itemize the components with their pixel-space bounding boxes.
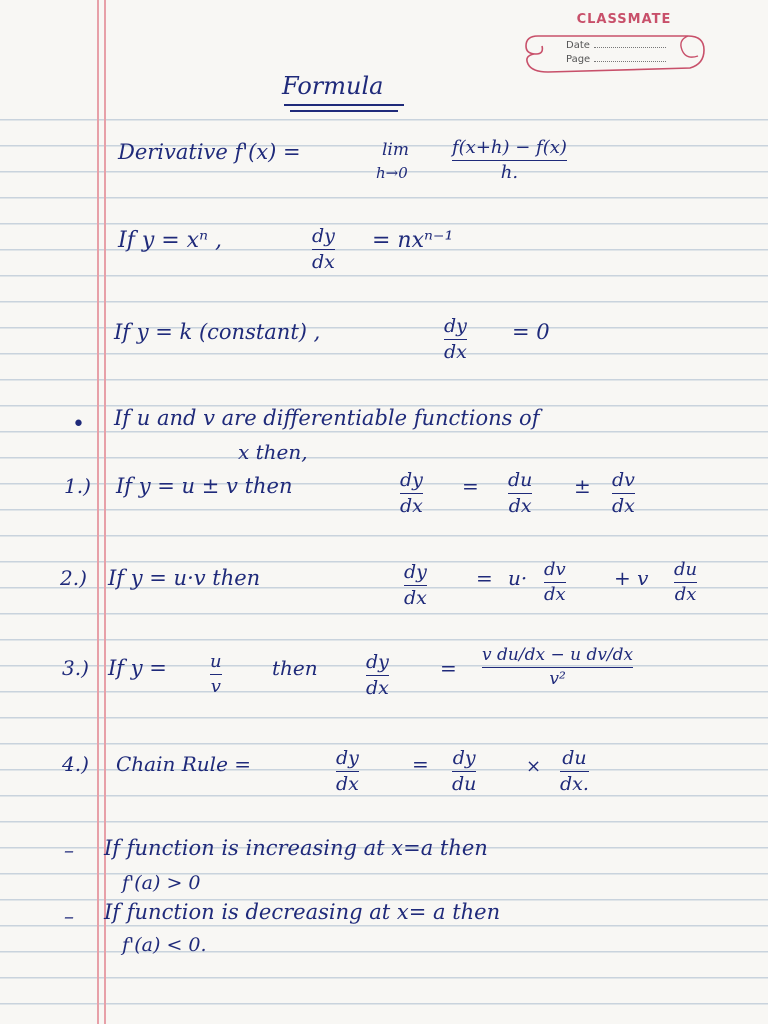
date-page-box — [518, 30, 712, 78]
dx-text: dx — [508, 495, 532, 518]
chain-rule-dydx — [336, 748, 359, 795]
decreasing-rule: If function is decreasing at x= a then — [104, 900, 501, 924]
increasing-rule: If function is increasing at x=a then — [104, 836, 488, 860]
quotient-numerator: v du/dx − u dv/dx — [482, 645, 634, 665]
dy-text: dy — [400, 469, 423, 491]
rule-3-then: then — [272, 656, 318, 680]
dx-text: dx — [312, 251, 335, 274]
rule-2-dudx — [674, 560, 697, 605]
constant-rule-dydx — [444, 316, 467, 363]
rule-3-equals: = — [440, 656, 457, 680]
rule-3-number: 3.) — [62, 656, 89, 680]
rule-2-dydx — [404, 562, 427, 609]
power-rule-condition: If y = xⁿ , — [118, 228, 222, 253]
quotient-denominator: v² — [549, 669, 566, 690]
margin-line — [97, 0, 99, 1024]
du-text: du — [508, 469, 533, 491]
uv-intro-line: If u and v are differentiable functions of — [114, 406, 540, 430]
rule-3-condition: If y = — [108, 656, 167, 680]
chain-rule-dudx — [560, 748, 589, 795]
dx-text: dx — [336, 773, 359, 796]
rule-2-equals: = — [476, 566, 493, 590]
dx-text: dx — [400, 495, 423, 518]
dx-text: dx — [674, 584, 697, 606]
power-rule-result: = nxⁿ⁻¹ — [372, 228, 454, 253]
rule-4-number: 4.) — [62, 752, 89, 776]
dash: – — [64, 904, 74, 928]
limit-subscript: h→0 — [376, 164, 408, 182]
constant-rule-result: = 0 — [512, 320, 550, 344]
dv-text: dv — [544, 559, 566, 580]
dash: – — [64, 838, 74, 862]
rule-2-plus-v: + v — [614, 566, 649, 590]
rule-1-dydx — [400, 470, 423, 517]
title-underline — [284, 104, 404, 106]
page-field — [566, 54, 666, 65]
dy-text: dy — [366, 651, 389, 673]
rule-2-number: 2.) — [60, 566, 87, 590]
title-underline — [290, 110, 398, 112]
power-rule-dydx — [312, 226, 335, 273]
derivative-label: Derivative f'(x) = — [118, 140, 301, 164]
rule-2-u: u· — [508, 566, 528, 590]
dy-text: dy — [336, 747, 359, 769]
chain-rule-equals: = — [412, 752, 429, 776]
dx-text: dx — [444, 341, 467, 364]
decreasing-condition: f'(a) < 0. — [122, 934, 207, 956]
derivative-denominator: h. — [500, 162, 519, 184]
dy-text: dy — [312, 225, 335, 247]
v-text: v — [210, 676, 221, 698]
chain-rule-label: Chain Rule = — [116, 752, 252, 776]
uv-intro-line-2: x then, — [238, 440, 308, 464]
page-title: Formula — [282, 72, 384, 100]
increasing-condition: f'(a) > 0 — [122, 872, 201, 894]
rule-3-dydx — [366, 652, 389, 699]
chain-rule-dydu — [452, 748, 476, 795]
rule-1-dudx — [508, 470, 532, 517]
du-text: du — [562, 747, 587, 769]
du-text: du — [674, 559, 698, 580]
derivative-fraction — [452, 138, 567, 183]
limit-text: lim — [382, 140, 409, 160]
margin-line — [104, 0, 106, 1024]
rule-1-equals: = — [462, 474, 479, 498]
rule-2-dvdx — [544, 560, 566, 605]
dy-text: dy — [444, 315, 467, 337]
rule-1-plus-minus: ± — [574, 474, 591, 498]
bullet: • — [72, 412, 85, 437]
dy-text: dy — [404, 561, 427, 583]
rule-1-condition: If y = u ± v then — [116, 474, 293, 498]
dy-text: dy — [452, 747, 476, 769]
dx-text: dx — [366, 677, 389, 700]
rule-2-condition: If y = u·v then — [108, 566, 261, 590]
brand-logo: CLASSMATE — [576, 12, 672, 27]
rule-1-number: 1.) — [64, 474, 91, 498]
chain-rule-times: × — [526, 756, 542, 777]
dx-text: dx — [612, 495, 635, 518]
derivative-numerator: f(x+h) − f(x) — [452, 137, 567, 158]
dx-text: dx — [404, 587, 427, 610]
dv-text: dv — [612, 469, 635, 491]
dx-text: dx — [544, 584, 566, 606]
constant-rule-condition: If y = k (constant) , — [114, 320, 321, 344]
date-label: Date — [566, 40, 590, 51]
dx-text: dx. — [560, 773, 589, 796]
rule-3-u-over-v — [210, 652, 222, 697]
date-field — [566, 40, 666, 51]
page-label: Page — [566, 54, 591, 65]
u-text: u — [210, 651, 222, 672]
du-text: du — [452, 773, 477, 796]
rule-3-quotient — [482, 646, 633, 689]
rule-1-dvdx — [612, 470, 635, 517]
